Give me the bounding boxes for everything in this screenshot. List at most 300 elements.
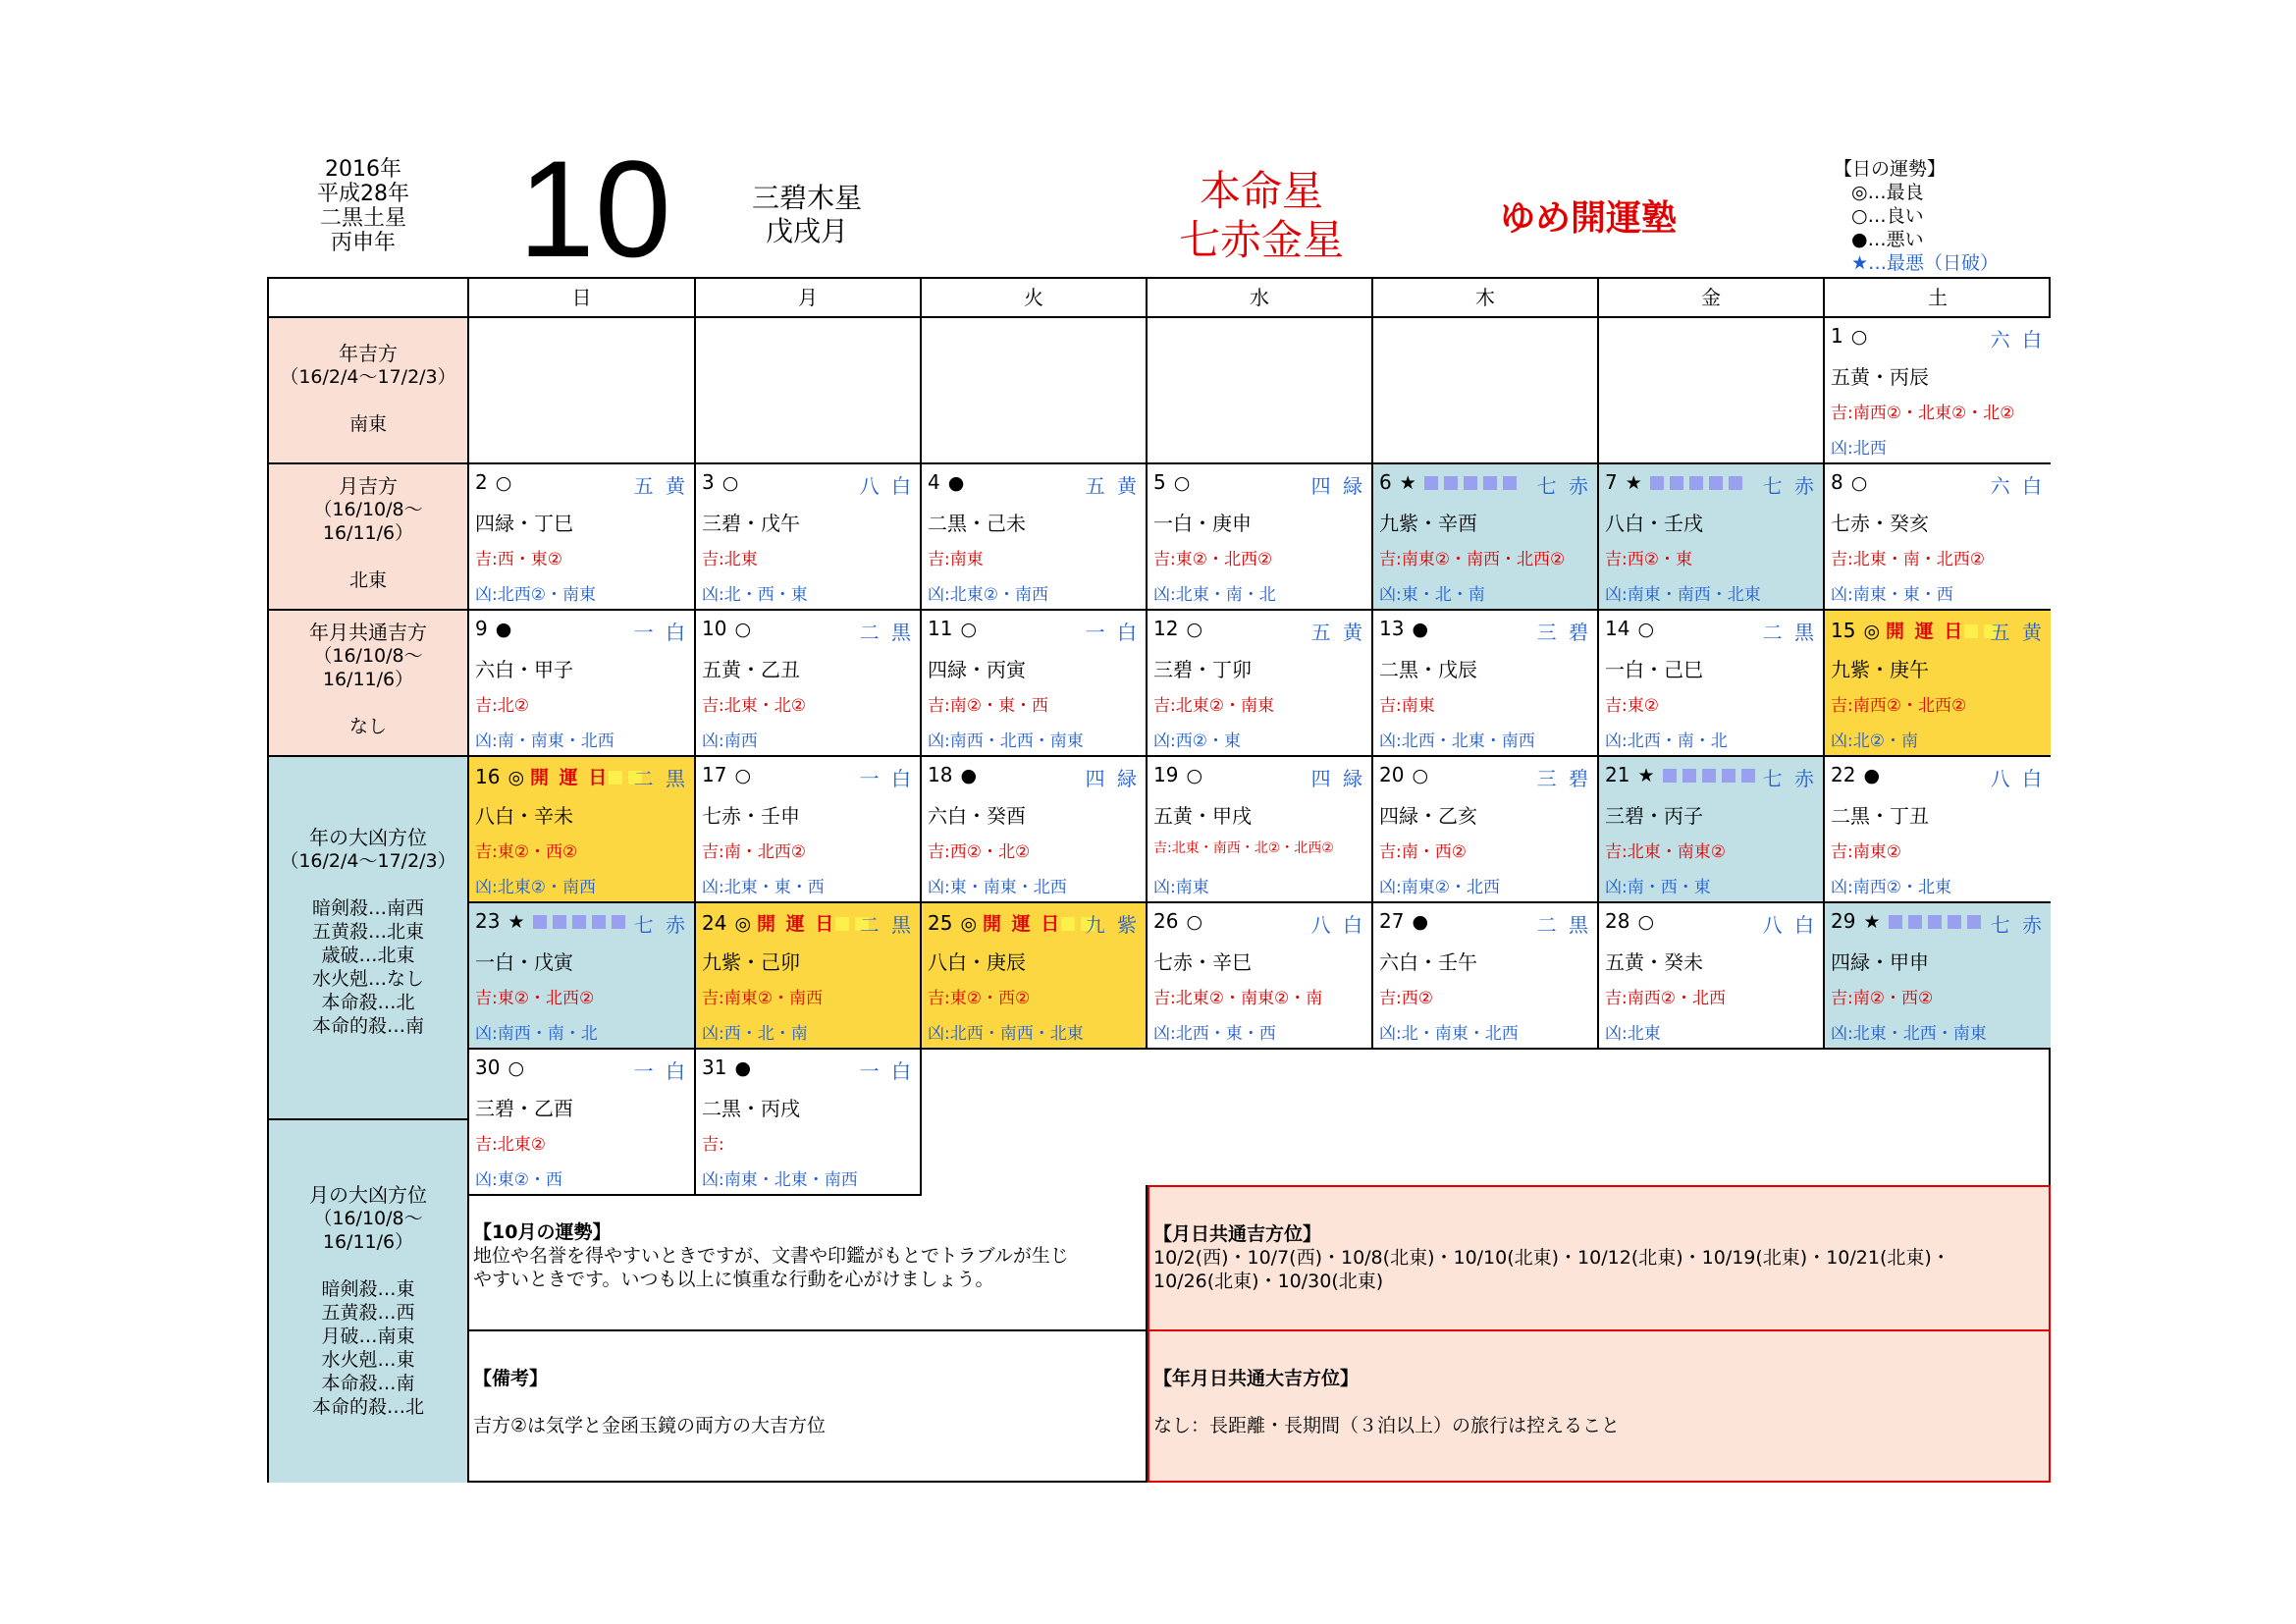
day-unlucky-dir: 凶:北・南東・北西 [1379, 1024, 1519, 1044]
side-common-lucky-dir: なし [348, 716, 387, 737]
worst-day-square-icon [553, 915, 566, 929]
day-lucky-dir: 吉:南西②・北西 [1605, 989, 1726, 1008]
day-unlucky-dir: 凶:北西・東・西 [1153, 1024, 1276, 1044]
side-month-unlucky-2: 五黄殺…西 [321, 1302, 415, 1324]
weekday-fri: 金 [1599, 279, 1825, 318]
day-number: 19 [1153, 763, 1179, 786]
day-lucky-dir: 吉:南東 [1379, 696, 1435, 716]
day-header [1831, 909, 2045, 937]
day-header [702, 470, 914, 498]
side-year-unlucky-6: 本命的殺…南 [311, 1015, 424, 1037]
day-lucky-dir: 吉:南・北西② [702, 842, 806, 862]
side-common-lucky [269, 611, 469, 757]
fortune-mark-icon: ○ [1412, 765, 1429, 786]
day-nine-star: 七 赤 [1762, 767, 1817, 790]
weekday-wed: 水 [1148, 279, 1373, 318]
day-nine-star: 四 緑 [1085, 767, 1140, 790]
day-lucky-dir: 吉:北東・北② [702, 696, 806, 716]
day-lucky-dir: 吉:北東② [475, 1135, 546, 1155]
day-cell-1 [1825, 318, 2051, 464]
worst-day-square-icon [1689, 476, 1703, 490]
side-year-unlucky-period: （16/2/4～17/2/3） [280, 850, 456, 872]
empty-day-cell [696, 318, 922, 464]
side-year-unlucky-5: 本命殺…北 [321, 992, 415, 1013]
empty-day-cell [1148, 318, 1373, 464]
year-star: 二黒土星 [319, 206, 406, 231]
day-unlucky-dir: 凶:北東・北西・南東 [1831, 1024, 1987, 1044]
day-lucky-dir: 吉:西② [1379, 989, 1433, 1008]
day-unlucky-dir: 凶:南西・北西・南東 [928, 731, 1084, 751]
day-header [928, 617, 1140, 644]
side-year-unlucky-1: 暗剣殺…南西 [311, 897, 424, 919]
day-cell-16 [469, 757, 696, 903]
side-month-unlucky-5: 本命殺…南 [321, 1373, 415, 1394]
day-number: 16 [475, 765, 501, 788]
day-lucky-dir: 吉:東② [1605, 696, 1659, 716]
md-common-line-2: 10/26(北東)・10/30(北東) [1153, 1271, 1384, 1292]
day-kanshi: 四緑・甲申 [1831, 950, 1929, 974]
day-lucky-dir: 吉:東②・西② [928, 989, 1031, 1008]
day-lucky-dir: 吉:南東②・南西・北西② [1379, 550, 1566, 569]
day-number: 5 [1153, 470, 1166, 494]
day-number: 11 [928, 617, 953, 640]
day-unlucky-dir: 凶:北西・南・北 [1605, 731, 1728, 751]
day-number: 17 [702, 763, 727, 786]
day-kanshi: 三碧・戊午 [702, 512, 800, 535]
day-cell-14 [1599, 611, 1825, 757]
day-nine-star: 六 白 [1990, 474, 2045, 498]
day-kanshi: 二黒・己未 [928, 512, 1026, 535]
day-kanshi: 四緑・乙亥 [1379, 804, 1477, 828]
side-year-unlucky [269, 757, 469, 1120]
side-month-unlucky-period2: 16/11/6） [322, 1231, 414, 1253]
side-month-lucky-dir: 北東 [348, 569, 387, 591]
day-unlucky-dir: 凶:南・南東・北西 [475, 731, 614, 751]
day-header [928, 470, 1140, 498]
honmei-value: 七赤金星 [1178, 216, 1344, 264]
day-nine-star: 一 白 [1085, 621, 1140, 644]
day-nine-star: 七 赤 [1762, 474, 1817, 498]
fortune-mark-icon: ● [734, 1057, 752, 1079]
worst-day-square-icon [1464, 476, 1477, 490]
day-kanshi: 七赤・辛巳 [1153, 950, 1252, 974]
day-cell-3 [696, 464, 922, 611]
day-unlucky-dir: 凶:東・北・南 [1379, 585, 1485, 605]
day-nine-star: 二 黒 [1762, 621, 1817, 644]
worst-day-square-icon [592, 915, 606, 929]
day-nine-star: 七 赤 [1536, 474, 1591, 498]
day-cell-23 [469, 903, 696, 1050]
day-unlucky-dir: 凶:東②・西 [475, 1170, 562, 1190]
fortune-mark-icon: ◎ [1863, 621, 1881, 642]
day-lucky-dir: 吉:南西②・北西② [1831, 696, 1967, 716]
day-header [475, 470, 688, 498]
day-cell-5 [1148, 464, 1373, 611]
day-number: 26 [1153, 909, 1179, 933]
day-unlucky-dir: 凶:南東・東・西 [1831, 585, 1953, 605]
day-unlucky-dir: 凶:北・西・東 [702, 585, 808, 605]
worst-day-square-icon [1928, 915, 1942, 929]
day-kanshi: 七赤・壬申 [702, 804, 800, 828]
fortune-mark-icon: ○ [1186, 911, 1203, 933]
day-kanshi: 九紫・庚午 [1831, 658, 1929, 681]
day-lucky-dir: 吉:南東 [928, 550, 984, 569]
side-common-lucky-title: 年月共通吉方 [309, 621, 427, 644]
honmei-star [1163, 167, 1360, 265]
day-unlucky-dir: 凶:東・南東・北西 [928, 878, 1067, 897]
day-cell-7 [1599, 464, 1825, 611]
day-header [1379, 470, 1591, 498]
day-unlucky-dir: 凶:西・北・南 [702, 1024, 808, 1044]
day-kanshi: 三碧・乙酉 [475, 1097, 573, 1120]
day-kanshi: 九紫・己卯 [702, 950, 800, 974]
day-kanshi: 五黄・癸未 [1605, 950, 1703, 974]
fortune-mark-icon: ● [947, 472, 965, 494]
kaiun-day-label: 開 運 日 [530, 767, 610, 788]
fortune-mark-icon: ○ [1637, 911, 1655, 933]
side-month-unlucky-3: 月破…南東 [321, 1326, 415, 1347]
fortune-mark-icon: ◎ [507, 767, 525, 788]
fortune-mark-icon: ◎ [960, 913, 978, 935]
day-unlucky-dir: 凶:南西②・北東 [1831, 878, 1951, 897]
day-number: 24 [702, 911, 727, 935]
day-nine-star: 五 黄 [633, 474, 688, 498]
worst-day-square-icon [1682, 769, 1696, 783]
month-fortune-title: 【10月の運勢】 [473, 1221, 612, 1243]
side-year-unlucky-title: 年の大凶方位 [309, 826, 427, 849]
day-lucky-dir: 吉:南②・東・西 [928, 696, 1048, 716]
day-header [1605, 470, 1817, 498]
day-header [1153, 617, 1365, 644]
day-lucky-dir: 吉:東②・北西② [1153, 550, 1273, 569]
fortune-mark-icon: ○ [734, 619, 752, 640]
day-nine-star: 四 緑 [1310, 474, 1365, 498]
day-unlucky-dir: 凶:南東・北東・南西 [702, 1170, 858, 1190]
day-unlucky-dir: 凶:南東・南西・北東 [1605, 585, 1761, 605]
day-header [475, 763, 688, 790]
day-header [1379, 909, 1591, 937]
day-number: 21 [1605, 763, 1630, 786]
day-nine-star: 七 赤 [1990, 913, 2045, 937]
day-nine-star: 八 白 [1990, 767, 2045, 790]
side-month-lucky-period1: （16/10/8～ [313, 499, 423, 520]
day-unlucky-dir: 凶:南西・南・北 [475, 1024, 598, 1044]
day-lucky-dir: 吉: [702, 1135, 724, 1155]
day-header [702, 909, 914, 937]
side-year-unlucky-4: 水火剋…なし [311, 968, 424, 990]
side-month-unlucky-title: 月の大凶方位 [309, 1183, 427, 1207]
day-header [928, 909, 1140, 937]
day-cell-2 [469, 464, 696, 611]
weekday-sun: 日 [469, 279, 696, 318]
fortune-mark-icon: ○ [960, 619, 978, 640]
side-month-unlucky-4: 水火剋…東 [321, 1349, 415, 1371]
kaiun-day-label: 開 運 日 [983, 913, 1062, 935]
day-nine-star: 八 白 [1762, 913, 1817, 937]
day-number: 22 [1831, 763, 1856, 786]
day-nine-star: 一 白 [633, 1059, 688, 1083]
day-number: 12 [1153, 617, 1179, 640]
year-heisei: 平成28年 [317, 182, 409, 206]
day-nine-star: 二 黒 [859, 913, 914, 937]
fortune-mark-icon: ● [495, 619, 512, 640]
day-number: 30 [475, 1056, 501, 1079]
day-header [1831, 324, 2045, 352]
side-year-lucky-period: （16/2/4～17/2/3） [280, 366, 456, 388]
day-unlucky-dir: 凶:南西 [702, 731, 758, 751]
day-kanshi: 八白・辛未 [475, 804, 573, 828]
day-kanshi: 二黒・丙戌 [702, 1097, 800, 1120]
day-unlucky-dir: 凶:北②・南 [1831, 731, 1918, 751]
day-kanshi: 二黒・戊辰 [1379, 658, 1477, 681]
worst-day-square-icon [1967, 915, 1981, 929]
legend-item-good: ○…良い [1851, 205, 1924, 227]
day-lucky-dir: 吉:南東② [1831, 842, 1901, 862]
kaiun-square-icon [1964, 624, 1978, 638]
legend-item-worst: ★…最悪（日破） [1851, 252, 2000, 274]
worst-day-square-icon [1741, 769, 1755, 783]
empty-day-cell [1373, 318, 1599, 464]
day-unlucky-dir: 凶:南東 [1153, 878, 1209, 897]
day-number: 28 [1605, 909, 1630, 933]
day-cell-31 [696, 1050, 922, 1196]
fortune-mark-icon: ● [1412, 619, 1429, 640]
day-lucky-dir: 吉:北② [475, 696, 529, 716]
fortune-mark-icon: ● [1412, 911, 1429, 933]
fortune-mark-icon: ○ [1186, 765, 1203, 786]
day-kanshi: 一白・戊寅 [475, 950, 573, 974]
day-nine-star: 四 緑 [1310, 767, 1365, 790]
day-lucky-dir: 吉:東②・北西② [475, 989, 595, 1008]
day-cell-15 [1825, 611, 2051, 757]
weekday-mon: 月 [696, 279, 922, 318]
day-cell-28 [1599, 903, 1825, 1050]
remarks-title: 【備考】 [473, 1368, 549, 1389]
fortune-mark-icon: ○ [1850, 472, 1868, 494]
day-header [1605, 909, 1817, 937]
day-number: 23 [475, 909, 501, 933]
worst-day-square-icon [1424, 476, 1438, 490]
day-header [1153, 763, 1365, 790]
side-year-lucky-dir: 南東 [348, 413, 387, 435]
kaiun-square-icon [609, 771, 622, 785]
day-lucky-dir: 吉:西・東② [475, 550, 562, 569]
fortune-legend [1834, 157, 1999, 275]
day-nine-star: 八 白 [1310, 913, 1365, 937]
day-lucky-dir: 吉:南②・西② [1831, 989, 1934, 1008]
remarks-box [469, 1331, 1148, 1483]
corner-cell [269, 279, 469, 318]
fortune-mark-icon: ○ [734, 765, 752, 786]
day-header [1153, 909, 1365, 937]
worst-day-square-icon [1729, 476, 1742, 490]
worst-day-square-icon [1948, 915, 1961, 929]
honmei-label: 本命星 [1199, 167, 1323, 215]
day-cell-12 [1148, 611, 1373, 757]
day-header [475, 1056, 688, 1083]
day-nine-star: 五 黄 [1085, 474, 1140, 498]
day-kanshi: 七赤・癸亥 [1831, 512, 1929, 535]
day-nine-star: 二 黒 [859, 621, 914, 644]
day-nine-star: 七 赤 [633, 913, 688, 937]
day-cell-22 [1825, 757, 2051, 903]
day-lucky-dir: 吉:北東・南・北西② [1831, 550, 1985, 569]
day-cell-24 [696, 903, 922, 1050]
worst-day-square-icon [1483, 476, 1497, 490]
fortune-mark-icon: ★ [1863, 911, 1881, 933]
weekday-sat: 土 [1825, 279, 2051, 318]
fortune-mark-icon: ○ [495, 472, 512, 494]
day-kanshi: 六白・癸酉 [928, 804, 1026, 828]
day-lucky-dir: 吉:北東・南西・北②・北西② [1153, 840, 1334, 856]
day-nine-star: 一 白 [633, 621, 688, 644]
worst-day-square-icon [1889, 915, 1902, 929]
day-header [702, 1056, 914, 1083]
legend-title: 【日の運勢】 [1834, 158, 1947, 180]
fortune-mark-icon: ★ [1399, 472, 1416, 494]
day-number: 20 [1379, 763, 1405, 786]
month-eto: 戊戌月 [765, 215, 848, 247]
day-cell-18 [922, 757, 1148, 903]
day-kanshi: 三碧・丁卯 [1153, 658, 1252, 681]
fortune-mark-icon: ★ [507, 911, 525, 933]
day-lucky-dir: 吉:東②・西② [475, 842, 578, 862]
day-unlucky-dir: 凶:北西・南西・北東 [928, 1024, 1084, 1044]
brand-title: ゆめ開運塾 [1500, 198, 1678, 239]
day-kanshi: 三碧・丙子 [1605, 804, 1703, 828]
worst-day-square-icon [1663, 769, 1677, 783]
day-number: 1 [1831, 324, 1843, 348]
fortune-mark-icon: ○ [507, 1057, 525, 1079]
day-unlucky-dir: 凶:北東・南・北 [1153, 585, 1276, 605]
worst-day-square-icon [1908, 915, 1922, 929]
day-nine-star: 一 白 [859, 767, 914, 790]
day-unlucky-dir: 凶:北東 [1605, 1024, 1661, 1044]
kaiun-day-label: 開 運 日 [1886, 621, 1965, 642]
md-common-line-1: 10/2(西)・10/7(西)・10/8(北東)・10/10(北東)・10/12(北東)・10/19(北東)・10/21(北東)・ [1153, 1247, 1950, 1269]
day-number: 8 [1831, 470, 1843, 494]
day-kanshi: 二黒・丁丑 [1831, 804, 1929, 828]
day-unlucky-dir: 凶:西②・東 [1153, 731, 1241, 751]
day-kanshi: 一白・己巳 [1605, 658, 1703, 681]
worst-day-square-icon [1722, 769, 1735, 783]
day-cell-25 [922, 903, 1148, 1050]
day-cell-8 [1825, 464, 2051, 611]
side-month-unlucky-6: 本命的殺…北 [311, 1396, 424, 1418]
day-header [1831, 470, 2045, 498]
day-kanshi: 四緑・丁巳 [475, 512, 573, 535]
day-unlucky-dir: 凶:北東②・南西 [475, 878, 596, 897]
day-kanshi: 五黄・丙辰 [1831, 365, 1929, 389]
day-cell-6 [1373, 464, 1599, 611]
day-nine-star: 六 白 [1990, 328, 2045, 352]
day-number: 18 [928, 763, 953, 786]
day-number: 4 [928, 470, 940, 494]
day-lucky-dir: 吉:西②・東 [1605, 550, 1692, 569]
day-nine-star: 九 紫 [1085, 913, 1140, 937]
empty-day-cell [922, 318, 1148, 464]
day-number: 31 [702, 1056, 727, 1079]
day-cell-17 [696, 757, 922, 903]
calendar-grid [267, 277, 2051, 1483]
fortune-mark-icon: ○ [1637, 619, 1655, 640]
day-number: 25 [928, 911, 953, 935]
calendar-header [0, 0, 2296, 286]
month-number: 10 [518, 132, 671, 286]
day-header [1831, 617, 2045, 644]
day-unlucky-dir: 凶:北東・東・西 [702, 878, 825, 897]
fortune-mark-icon: ★ [1637, 765, 1655, 786]
remarks-text: 吉方②は気学と金函玉鏡の両方の大吉方位 [473, 1415, 827, 1436]
day-header [1831, 763, 2045, 790]
day-number: 10 [702, 617, 727, 640]
day-cell-4 [922, 464, 1148, 611]
day-header [928, 763, 1140, 790]
day-lucky-dir: 吉:南東②・南西 [702, 989, 823, 1008]
month-fortune-box [469, 1185, 1148, 1331]
day-kanshi: 五黄・乙丑 [702, 658, 800, 681]
day-nine-star: 五 黄 [1310, 621, 1365, 644]
day-nine-star: 二 黒 [1536, 913, 1591, 937]
day-lucky-dir: 吉:北東 [702, 550, 758, 569]
day-number: 7 [1605, 470, 1618, 494]
day-header [1379, 617, 1591, 644]
day-header [1379, 763, 1591, 790]
side-month-lucky-title: 月吉方 [339, 474, 398, 498]
day-header [1153, 470, 1365, 498]
side-month-unlucky-period1: （16/10/8～ [313, 1208, 423, 1229]
day-nine-star: 八 白 [859, 474, 914, 498]
day-header [702, 763, 914, 790]
side-common-lucky-period1: （16/10/8～ [313, 645, 423, 667]
fortune-mark-icon: ○ [1850, 326, 1868, 348]
day-nine-star: 五 黄 [1990, 621, 2045, 644]
year-ad: 2016年 [325, 157, 401, 182]
day-number: 15 [1831, 619, 1856, 642]
empty-day-cell [469, 318, 696, 464]
worst-day-square-icon [1702, 769, 1716, 783]
month-fortune-line-2: やすいときです。いつも以上に慎重な行動を心がけましょう。 [473, 1269, 994, 1290]
fortune-mark-icon: ◎ [734, 913, 752, 935]
day-header [475, 617, 688, 644]
day-header [475, 909, 688, 937]
day-cell-13 [1373, 611, 1599, 757]
side-year-unlucky-2: 五黄殺…北東 [311, 921, 424, 943]
day-cell-29 [1825, 903, 2051, 1050]
day-kanshi: 五黄・甲戌 [1153, 804, 1252, 828]
day-unlucky-dir: 凶:北西②・南東 [475, 585, 596, 605]
kaiun-square-icon [1061, 917, 1075, 931]
day-number: 3 [702, 470, 715, 494]
day-number: 27 [1379, 909, 1405, 933]
worst-day-square-icon [612, 915, 625, 929]
day-unlucky-dir: 凶:南東②・北西 [1379, 878, 1500, 897]
day-lucky-dir: 吉:北東②・南東 [1153, 696, 1274, 716]
year-eto: 丙申年 [330, 231, 396, 255]
day-lucky-dir: 吉:北東②・南東②・南 [1153, 989, 1323, 1008]
worst-day-square-icon [1670, 476, 1683, 490]
fortune-mark-icon: ★ [1625, 472, 1642, 494]
day-number: 9 [475, 617, 488, 640]
day-number: 29 [1831, 909, 1856, 933]
ymd-common-box [1148, 1331, 2051, 1483]
day-unlucky-dir: 凶:南・西・東 [1605, 878, 1711, 897]
day-lucky-dir: 吉:南西②・北東②・北② [1831, 404, 2015, 423]
day-cell-20 [1373, 757, 1599, 903]
day-header [702, 617, 914, 644]
day-kanshi: 八白・壬戌 [1605, 512, 1703, 535]
day-cell-11 [922, 611, 1148, 757]
